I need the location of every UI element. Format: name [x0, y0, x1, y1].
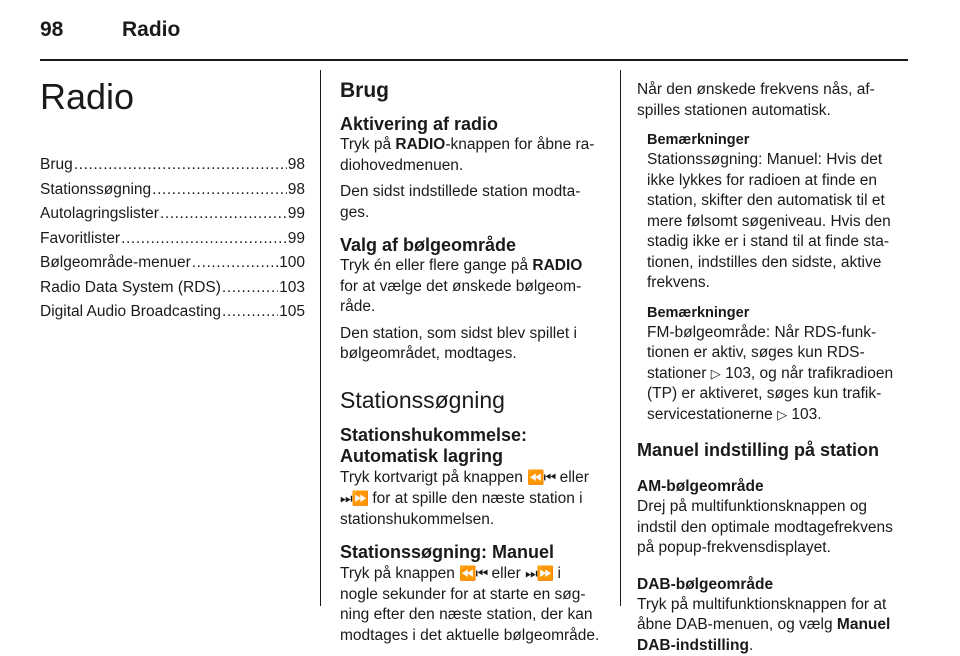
paragraph: Den sidst indstillede station modta- ges.	[340, 182, 606, 223]
running-title: Radio	[122, 18, 180, 42]
column-divider-1	[320, 70, 321, 606]
seek-back-icon: ⏪⏮	[459, 565, 487, 581]
toc-entry[interactable]: Digital Audio Broadcasting ..... 105	[40, 300, 305, 325]
toc-entry[interactable]: Bølgeområde-menuer ..... 100	[40, 251, 305, 276]
note-box	[647, 131, 907, 294]
paragraph: Tryk på multifunktionsknappen for at åbne DAB-menuen, og vælg Manuel DAB-indstilling.	[637, 595, 907, 656]
cross-reference-icon[interactable]: ▷	[711, 366, 721, 381]
header-rule	[40, 59, 908, 61]
toc-entry[interactable]: Autolagringslister ..... 99	[40, 202, 305, 227]
subheading-aktivering: Aktivering af radio	[340, 114, 606, 135]
seek-forward-icon: ⏭⏩	[340, 490, 368, 506]
chapter-title: Radio	[40, 75, 305, 119]
note-text: Stationssøgning: Manuel: Hvis det ikke lykkes for radioen at finde en station, skifter den automatisk til et mere følsomt søgeniveau. Hvis den stadig ikke er i stand til at finde sta- tionen, indstilles den sidste, aktive frekvens.	[647, 150, 907, 294]
subheading-dab: DAB-bølgeområde	[637, 575, 907, 595]
note-title: Bemærkninger	[647, 131, 907, 150]
note-title: Bemærkninger	[647, 304, 907, 323]
cross-reference-icon[interactable]: ▷	[777, 407, 787, 422]
toc-entry[interactable]: Favoritlister ..... 99	[40, 227, 305, 252]
note-box	[647, 304, 907, 426]
seek-forward-icon: ⏭⏩	[525, 565, 553, 581]
paragraph: Når den ønskede frekvens nås, af- spilles stationen automatisk.	[637, 80, 907, 121]
table-of-contents	[40, 153, 305, 325]
paragraph: Tryk kortvarigt på knappen ⏪⏮ eller ⏭⏩ for at spille den næste station i stationshukommelsen.	[340, 467, 606, 531]
subheading-valg: Valg af bølgeområde	[340, 235, 606, 256]
content-column-2	[340, 70, 606, 646]
section-heading-stationssogning: Stationssøgning	[340, 387, 606, 413]
subheading-am: AM-bølgeområde	[637, 477, 907, 497]
toc-column	[40, 70, 305, 325]
paragraph: Den station, som sidst blev spillet i bølgeområdet, modtages.	[340, 324, 606, 365]
column-divider-2	[620, 70, 621, 606]
toc-entry[interactable]: Radio Data System (RDS) ..... 103	[40, 276, 305, 301]
paragraph: Tryk én eller flere gange på RADIO for at vælge det ønskede bølgeom- råde.	[340, 256, 606, 318]
toc-entry[interactable]: Brug ..... 98	[40, 153, 305, 178]
seek-back-icon: ⏪⏮	[527, 469, 555, 485]
paragraph: Drej på multifunktionsknappen og indstil den optimale modtagefrekvens på popup-frekvensdisplayet.	[637, 497, 907, 559]
section-heading-manuel-indstilling: Manuel indstilling på station	[637, 439, 907, 461]
section-heading-brug: Brug	[340, 78, 606, 104]
content-column-3	[637, 70, 907, 656]
toc-entry[interactable]: Stationssøgning ..... 98	[40, 178, 305, 203]
page-number: 98	[40, 18, 63, 42]
paragraph: Tryk på RADIO-knappen for åbne ra- diohovedmenuen.	[340, 135, 606, 176]
paragraph: Tryk på knappen ⏪⏮ eller ⏭⏩ i nogle sekunder for at starte en søg- ning efter den næste station, der kan modtages i det aktuelle bølgeområde.	[340, 563, 606, 646]
subheading-hukommelse: Stationshukommelse: Automatisk lagring	[340, 425, 606, 467]
note-text: FM-bølgeområde: Når RDS-funk- tionen er aktiv, søges kun RDS- stationer ▷ 103, og når trafikradioen (TP) er aktiveret, søges kun trafik- servicestationerne ▷ 103.	[647, 323, 907, 426]
subheading-manuel: Stationssøgning: Manuel	[340, 542, 606, 563]
